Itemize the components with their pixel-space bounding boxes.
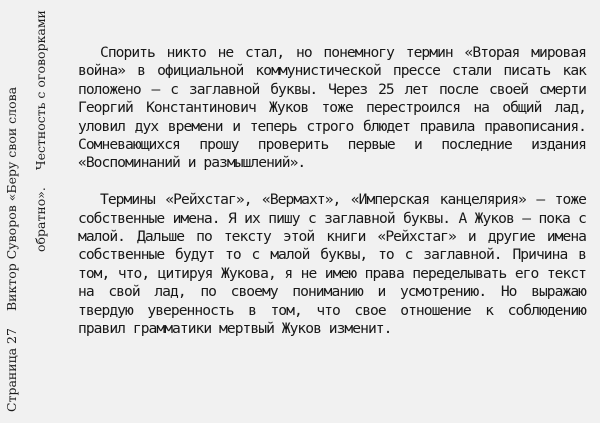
book-title-ending: обратно». [33,187,48,252]
page-body-text [78,44,586,338]
sidebar-line-ending-chapter [33,10,48,252]
page-sidebar [0,0,54,423]
sidebar-line-page-author [5,20,19,412]
page-number-label: Страница 27 [4,328,19,412]
author-book-title: Виктор Суворов «Беру свои слова [4,86,19,312]
chapter-title: Честность с оговорками [33,10,48,171]
paragraph-1: Спорить никто не стал, но понемногу термин «Вторая мировая война» в официальной коммунистической прессе стали писать как положено — с заглавной буквы. Через 25 лет после своей смерти Георгий Константинович Жуков тоже перестроился на общий лад, уловил дух времени и теперь строго блюдет правила правописания. Сомневающихся прошу проверить первые и последние издания «Воспоминаний и размышлений». [78,44,586,172]
paragraph-2: Термины «Рейхстаг», «Вермахт», «Имперская канцелярия» — тоже собственные имена. Я их пишу с заглавной буквы. А Жуков — пока с малой. Дальше по тексту этой книги «Рейхстаг» и другие имена собственные будут то с малой буквы, то с заглавной. Причина в том, что, цитируя Жукова, я не имею права переделывать его текст на свой лад, по своему пониманию и усмотрению. Но выражаю твердую уверенность в том, что свое отношение к соблюдению правил грамматики мертвый Жуков изменит. [78,191,586,338]
